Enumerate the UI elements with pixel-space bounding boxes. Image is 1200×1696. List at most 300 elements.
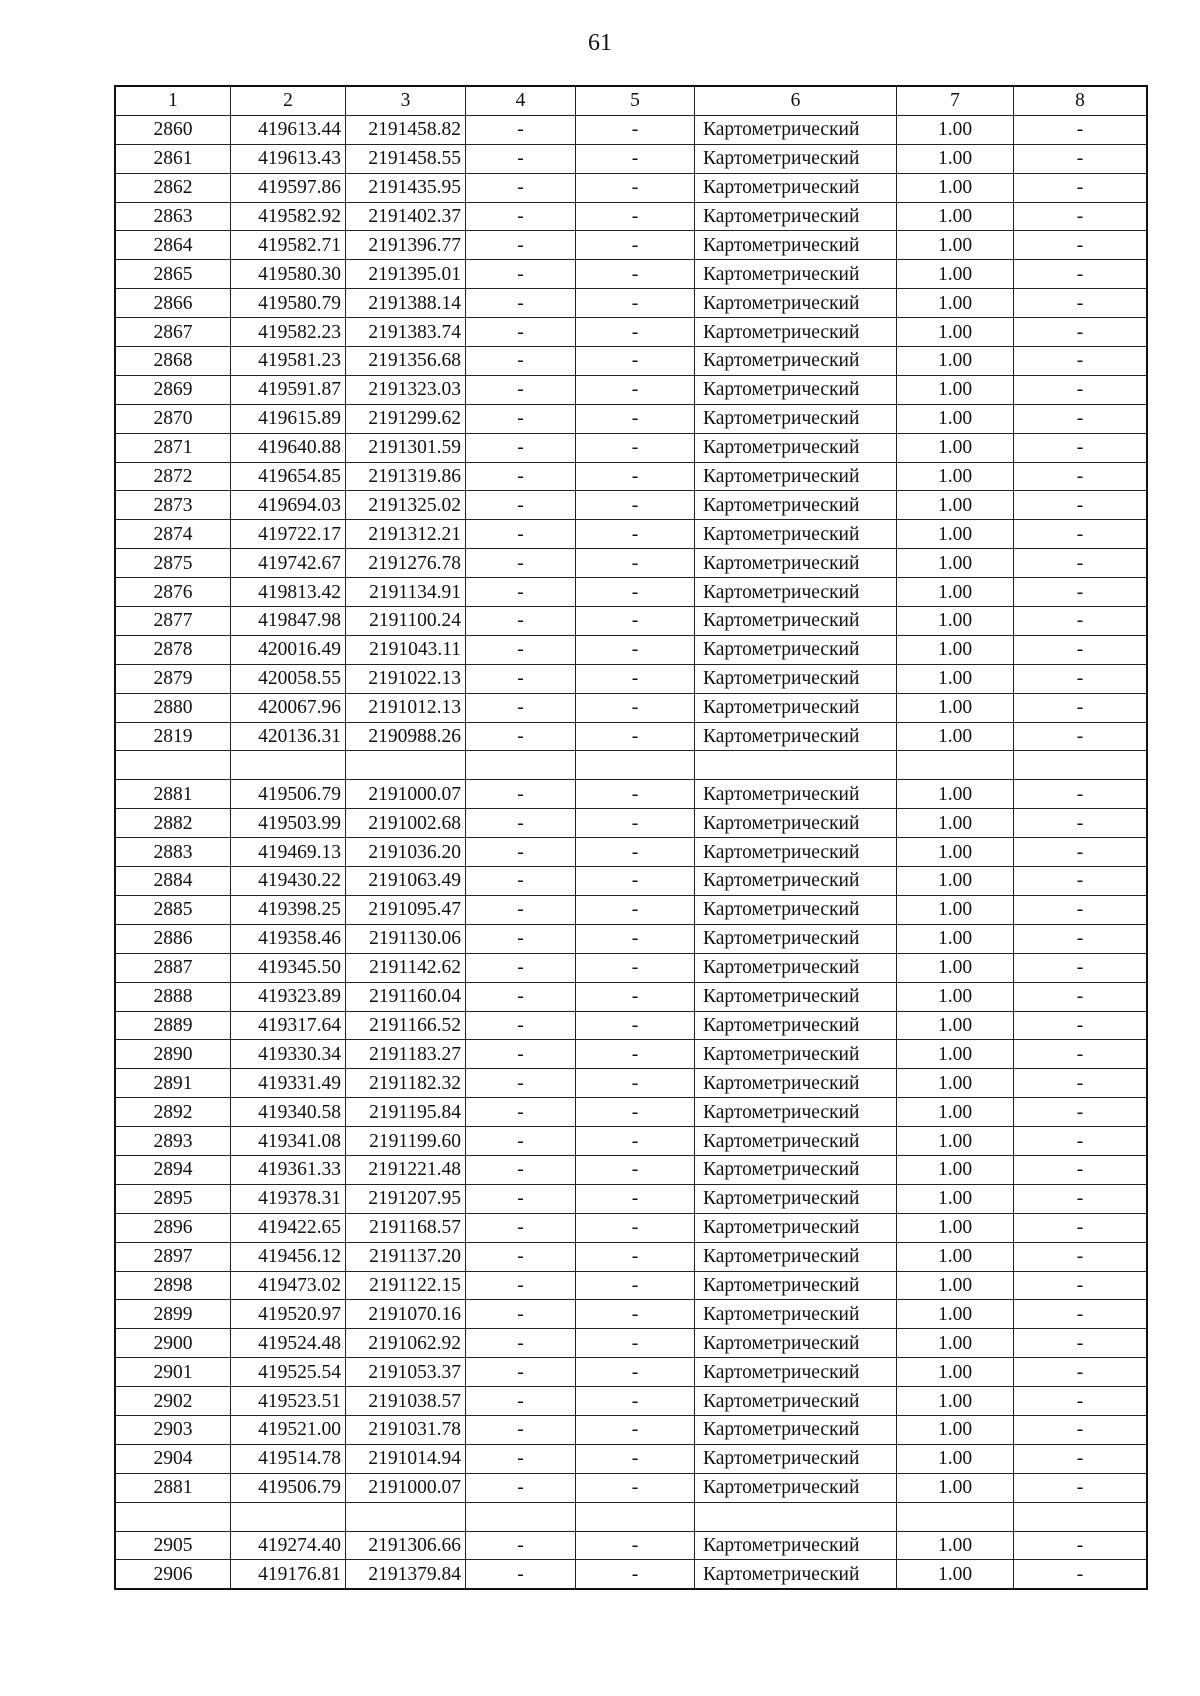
table-row — [115, 1444, 1147, 1473]
table-cell-col-3: 2191142.62 — [346, 953, 466, 982]
table-cell-col-5 — [576, 1502, 695, 1531]
table-cell-col-7: 1.00 — [897, 144, 1014, 173]
table-row — [115, 462, 1147, 491]
table-cell-col-7: 1.00 — [897, 1271, 1014, 1300]
table-cell-col-1: 2865 — [115, 260, 231, 289]
table-cell-col-6: Картометрический — [695, 375, 897, 404]
table-cell-col-8: - — [1014, 404, 1148, 433]
table-cell-col-6: Картометрический — [695, 693, 897, 722]
table-cell-col-3: 2191166.52 — [346, 1011, 466, 1040]
table-cell-col-5: - — [576, 1098, 695, 1127]
table-cell-col-4: - — [466, 693, 576, 722]
table-cell-col-7: 1.00 — [897, 520, 1014, 549]
table-cell-col-4: - — [466, 1098, 576, 1127]
table-cell-col-7: 1.00 — [897, 635, 1014, 664]
table-cell-col-6: Картометрический — [695, 491, 897, 520]
table-cell-col-4: - — [466, 1069, 576, 1098]
table-cell-col-3: 2191301.59 — [346, 433, 466, 462]
table-cell-col-5: - — [576, 1040, 695, 1069]
table-cell-col-4: - — [466, 202, 576, 231]
table-cell-col-2 — [231, 751, 346, 780]
table-row — [115, 433, 1147, 462]
table-cell-col-2: 419317.64 — [231, 1011, 346, 1040]
column-header-1: 1 — [115, 86, 231, 115]
table-cell-col-6: Картометрический — [695, 1329, 897, 1358]
table-cell-col-1: 2904 — [115, 1444, 231, 1473]
table-cell-col-3: 2191383.74 — [346, 318, 466, 347]
table-cell-col-2: 419506.79 — [231, 1473, 346, 1502]
table-cell-col-4: - — [466, 433, 576, 462]
table-cell-col-7: 1.00 — [897, 1040, 1014, 1069]
table-cell-col-1: 2879 — [115, 664, 231, 693]
table-cell-col-3: 2191182.32 — [346, 1069, 466, 1098]
table-cell-col-5: - — [576, 549, 695, 578]
column-header-6: 6 — [695, 86, 897, 115]
table-cell-col-8: - — [1014, 693, 1148, 722]
table-cell-col-3: 2191168.57 — [346, 1213, 466, 1242]
table-row — [115, 809, 1147, 838]
table-cell-col-8: - — [1014, 607, 1148, 636]
table-cell-col-8: - — [1014, 289, 1148, 318]
table-cell-col-1: 2903 — [115, 1415, 231, 1444]
table-cell-col-6: Картометрический — [695, 404, 897, 433]
table-cell-col-6 — [695, 1502, 897, 1531]
table-row — [115, 693, 1147, 722]
table-cell-col-8: - — [1014, 202, 1148, 231]
table-cell-col-4: - — [466, 664, 576, 693]
table-row — [115, 1473, 1147, 1502]
table-cell-col-4: - — [466, 1444, 576, 1473]
table-cell-col-1: 2901 — [115, 1358, 231, 1387]
table-cell-col-6: Картометрический — [695, 462, 897, 491]
table-row — [115, 260, 1147, 289]
table-cell-col-6: Картометрический — [695, 924, 897, 953]
table-cell-col-1: 2900 — [115, 1329, 231, 1358]
table-cell-col-8: - — [1014, 780, 1148, 809]
table-cell-col-8: - — [1014, 1155, 1148, 1184]
table-cell-col-8: - — [1014, 1242, 1148, 1271]
table-cell-col-3: 2191022.13 — [346, 664, 466, 693]
table-cell-col-5: - — [576, 838, 695, 867]
column-header-7: 7 — [897, 86, 1014, 115]
table-cell-col-5: - — [576, 895, 695, 924]
table-cell-col-4: - — [466, 1271, 576, 1300]
table-cell-col-3: 2191043.11 — [346, 635, 466, 664]
table-cell-col-1: 2860 — [115, 115, 231, 144]
table-cell-col-6: Картометрический — [695, 260, 897, 289]
table-cell-col-1 — [115, 751, 231, 780]
table-cell-col-8 — [1014, 1502, 1148, 1531]
table-cell-col-6: Картометрический — [695, 433, 897, 462]
table-cell-col-6: Картометрический — [695, 780, 897, 809]
table-cell-col-7: 1.00 — [897, 1300, 1014, 1329]
table-cell-col-6: Картометрический — [695, 607, 897, 636]
table-cell-col-2: 419582.92 — [231, 202, 346, 231]
table-cell-col-2: 420067.96 — [231, 693, 346, 722]
table-row — [115, 549, 1147, 578]
table-cell-col-3: 2191325.02 — [346, 491, 466, 520]
table-cell-col-4: - — [466, 318, 576, 347]
table-cell-col-5: - — [576, 1444, 695, 1473]
table-row — [115, 635, 1147, 664]
table-row — [115, 231, 1147, 260]
table-cell-col-5: - — [576, 1560, 695, 1589]
table-cell-col-1: 2868 — [115, 347, 231, 376]
table-cell-col-4: - — [466, 953, 576, 982]
table-cell-col-5: - — [576, 1531, 695, 1560]
table-cell-col-6: Картометрический — [695, 809, 897, 838]
table-cell-col-5: - — [576, 924, 695, 953]
table-cell-col-7: 1.00 — [897, 173, 1014, 202]
table-cell-col-7: 1.00 — [897, 1358, 1014, 1387]
table-cell-col-5 — [576, 751, 695, 780]
table-cell-col-2: 419341.08 — [231, 1127, 346, 1156]
table-cell-col-5: - — [576, 607, 695, 636]
page-number: 61 — [588, 30, 612, 56]
table-cell-col-6: Картометрический — [695, 289, 897, 318]
table-cell-col-3: 2191000.07 — [346, 1473, 466, 1502]
table-cell-col-2: 419521.00 — [231, 1415, 346, 1444]
table-cell-col-3: 2191031.78 — [346, 1415, 466, 1444]
column-header-5: 5 — [576, 86, 695, 115]
table-cell-col-2: 419323.89 — [231, 982, 346, 1011]
table-cell-col-4: - — [466, 578, 576, 607]
table-cell-col-4: - — [466, 1127, 576, 1156]
table-cell-col-2: 419591.87 — [231, 375, 346, 404]
table-cell-col-1: 2882 — [115, 809, 231, 838]
table-cell-col-4: - — [466, 375, 576, 404]
table-cell-col-2: 419176.81 — [231, 1560, 346, 1589]
table-cell-col-7: 1.00 — [897, 867, 1014, 896]
table-cell-col-1: 2905 — [115, 1531, 231, 1560]
table-cell-col-4: - — [466, 491, 576, 520]
table-cell-col-4: - — [466, 173, 576, 202]
table-row — [115, 1300, 1147, 1329]
table-cell-col-3: 2191396.77 — [346, 231, 466, 260]
table-cell-col-2: 419331.49 — [231, 1069, 346, 1098]
table-cell-col-6: Картометрический — [695, 1387, 897, 1416]
table-cell-col-4: - — [466, 1213, 576, 1242]
column-header-8: 8 — [1014, 86, 1148, 115]
table-cell-col-4: - — [466, 924, 576, 953]
table-cell-col-6: Картометрический — [695, 722, 897, 751]
table-cell-col-8: - — [1014, 520, 1148, 549]
table-row — [115, 1329, 1147, 1358]
table-cell-col-3: 2191195.84 — [346, 1098, 466, 1127]
table-cell-col-8: - — [1014, 1069, 1148, 1098]
table-cell-col-2: 419520.97 — [231, 1300, 346, 1329]
table-cell-col-3: 2191388.14 — [346, 289, 466, 318]
table-cell-col-5: - — [576, 1300, 695, 1329]
table-row — [115, 1502, 1147, 1531]
table-cell-col-6: Картометрический — [695, 1415, 897, 1444]
table-cell-col-7: 1.00 — [897, 1531, 1014, 1560]
table-cell-col-7: 1.00 — [897, 953, 1014, 982]
table-cell-col-5: - — [576, 1127, 695, 1156]
table-cell-col-1: 2877 — [115, 607, 231, 636]
table-cell-col-8: - — [1014, 1560, 1148, 1589]
table-cell-col-2: 419654.85 — [231, 462, 346, 491]
table-cell-col-6: Картометрический — [695, 144, 897, 173]
table-row — [115, 1155, 1147, 1184]
table-cell-col-7: 1.00 — [897, 491, 1014, 520]
table-cell-col-5: - — [576, 722, 695, 751]
table-cell-col-2: 419813.42 — [231, 578, 346, 607]
table-cell-col-1: 2872 — [115, 462, 231, 491]
table-cell-col-1: 2880 — [115, 693, 231, 722]
table-cell-col-5: - — [576, 1387, 695, 1416]
table-cell-col-4: - — [466, 1242, 576, 1271]
table-cell-col-8: - — [1014, 982, 1148, 1011]
table-cell-col-1: 2891 — [115, 1069, 231, 1098]
table-cell-col-3: 2191379.84 — [346, 1560, 466, 1589]
table-cell-col-3: 2191402.37 — [346, 202, 466, 231]
table-cell-col-3: 2191299.62 — [346, 404, 466, 433]
table-cell-col-8: - — [1014, 867, 1148, 896]
table-row — [115, 751, 1147, 780]
table-cell-col-7: 1.00 — [897, 664, 1014, 693]
table-cell-col-1: 2819 — [115, 722, 231, 751]
table-cell-col-6: Картометрический — [695, 1155, 897, 1184]
table-cell-col-5: - — [576, 375, 695, 404]
table-cell-col-2: 419581.23 — [231, 347, 346, 376]
table-row — [115, 607, 1147, 636]
table-row — [115, 1184, 1147, 1213]
table-cell-col-4 — [466, 751, 576, 780]
table-cell-col-8: - — [1014, 722, 1148, 751]
table-cell-col-8: - — [1014, 173, 1148, 202]
table-cell-col-4: - — [466, 520, 576, 549]
table-cell-col-7: 1.00 — [897, 404, 1014, 433]
table-cell-col-6: Картометрический — [695, 578, 897, 607]
table-cell-col-6: Картометрический — [695, 1011, 897, 1040]
table-cell-col-1: 2876 — [115, 578, 231, 607]
table-cell-col-8: - — [1014, 1387, 1148, 1416]
table-row — [115, 1098, 1147, 1127]
table-cell-col-8: - — [1014, 462, 1148, 491]
table-cell-col-6: Картометрический — [695, 953, 897, 982]
table-cell-col-8: - — [1014, 1184, 1148, 1213]
table-cell-col-5: - — [576, 953, 695, 982]
table-cell-col-6: Картометрический — [695, 1300, 897, 1329]
table-cell-col-8: - — [1014, 144, 1148, 173]
table-cell-col-1: 2889 — [115, 1011, 231, 1040]
table-cell-col-8: - — [1014, 260, 1148, 289]
table-cell-col-1: 2861 — [115, 144, 231, 173]
table-row — [115, 1213, 1147, 1242]
table-cell-col-7: 1.00 — [897, 289, 1014, 318]
table-cell-col-2: 419580.79 — [231, 289, 346, 318]
table-cell-col-6: Картометрический — [695, 549, 897, 578]
table-cell-col-3: 2191095.47 — [346, 895, 466, 924]
table-cell-col-5: - — [576, 635, 695, 664]
table-cell-col-4: - — [466, 289, 576, 318]
table-cell-col-7: 1.00 — [897, 1098, 1014, 1127]
table-cell-col-8: - — [1014, 549, 1148, 578]
table-cell-col-7: 1.00 — [897, 433, 1014, 462]
table-cell-col-4: - — [466, 404, 576, 433]
table-cell-col-6: Картометрический — [695, 115, 897, 144]
table-cell-col-3: 2191435.95 — [346, 173, 466, 202]
table-cell-col-1: 2862 — [115, 173, 231, 202]
table-cell-col-6: Картометрический — [695, 1098, 897, 1127]
table-cell-col-3: 2191395.01 — [346, 260, 466, 289]
table-cell-col-4: - — [466, 1415, 576, 1444]
table-cell-col-4: - — [466, 231, 576, 260]
coordinates-table — [114, 85, 1148, 1590]
table-cell-col-2: 419742.67 — [231, 549, 346, 578]
table-row — [115, 347, 1147, 376]
table-row — [115, 491, 1147, 520]
table-cell-col-1: 2870 — [115, 404, 231, 433]
table-cell-col-3: 2191323.03 — [346, 375, 466, 404]
table-cell-col-7: 1.00 — [897, 895, 1014, 924]
table-cell-col-7 — [897, 1502, 1014, 1531]
table-cell-col-5: - — [576, 664, 695, 693]
table-cell-col-3: 2191319.86 — [346, 462, 466, 491]
table-cell-col-2: 419640.88 — [231, 433, 346, 462]
table-cell-col-7: 1.00 — [897, 1069, 1014, 1098]
table-cell-col-2: 419580.30 — [231, 260, 346, 289]
table-cell-col-6: Картометрический — [695, 520, 897, 549]
table-cell-col-7: 1.00 — [897, 838, 1014, 867]
table-cell-col-1: 2886 — [115, 924, 231, 953]
table-cell-col-6: Картометрический — [695, 318, 897, 347]
table-cell-col-1: 2895 — [115, 1184, 231, 1213]
table-cell-col-1: 2869 — [115, 375, 231, 404]
table-cell-col-1: 2875 — [115, 549, 231, 578]
table-cell-col-1: 2899 — [115, 1300, 231, 1329]
table-cell-col-6: Картометрический — [695, 635, 897, 664]
table-cell-col-4: - — [466, 635, 576, 664]
column-header-2: 2 — [231, 86, 346, 115]
table-cell-col-1: 2863 — [115, 202, 231, 231]
table-cell-col-1: 2884 — [115, 867, 231, 896]
table-cell-col-4: - — [466, 1473, 576, 1502]
table-cell-col-2: 419473.02 — [231, 1271, 346, 1300]
table-cell-col-2: 419525.54 — [231, 1358, 346, 1387]
table-cell-col-2: 419469.13 — [231, 838, 346, 867]
table-cell-col-8: - — [1014, 924, 1148, 953]
table-cell-col-1: 2871 — [115, 433, 231, 462]
table-row — [115, 289, 1147, 318]
table-cell-col-8: - — [1014, 664, 1148, 693]
table-body — [115, 115, 1147, 1589]
table-cell-col-2: 419582.23 — [231, 318, 346, 347]
table-cell-col-4: - — [466, 809, 576, 838]
table-cell-col-7: 1.00 — [897, 115, 1014, 144]
table-cell-col-5: - — [576, 1213, 695, 1242]
table-row — [115, 838, 1147, 867]
table-row — [115, 1531, 1147, 1560]
table-cell-col-2: 419330.34 — [231, 1040, 346, 1069]
table-row — [115, 924, 1147, 953]
table-cell-col-7: 1.00 — [897, 982, 1014, 1011]
table-row — [115, 1387, 1147, 1416]
table-cell-col-2: 419398.25 — [231, 895, 346, 924]
table-cell-col-4: - — [466, 549, 576, 578]
table-row — [115, 115, 1147, 144]
table-cell-col-6: Картометрический — [695, 838, 897, 867]
table-cell-col-2: 419523.51 — [231, 1387, 346, 1416]
table-cell-col-4: - — [466, 1011, 576, 1040]
table-cell-col-6: Картометрический — [695, 1127, 897, 1156]
table-cell-col-3: 2191130.06 — [346, 924, 466, 953]
table-cell-col-6: Картометрический — [695, 1271, 897, 1300]
table-cell-col-7: 1.00 — [897, 549, 1014, 578]
table-cell-col-5: - — [576, 809, 695, 838]
table-cell-col-3: 2191036.20 — [346, 838, 466, 867]
table-cell-col-2: 419613.44 — [231, 115, 346, 144]
table-cell-col-5: - — [576, 347, 695, 376]
table-cell-col-8: - — [1014, 838, 1148, 867]
table-cell-col-1: 2873 — [115, 491, 231, 520]
table-cell-col-4: - — [466, 1155, 576, 1184]
table-cell-col-2: 419430.22 — [231, 867, 346, 896]
table-cell-col-6: Картометрический — [695, 895, 897, 924]
table-cell-col-1: 2898 — [115, 1271, 231, 1300]
table-cell-col-6 — [695, 751, 897, 780]
table-cell-col-8: - — [1014, 1444, 1148, 1473]
table-cell-col-1: 2896 — [115, 1213, 231, 1242]
table-cell-col-3: 2191122.15 — [346, 1271, 466, 1300]
table-cell-col-8: - — [1014, 115, 1148, 144]
table-cell-col-7: 1.00 — [897, 693, 1014, 722]
table-cell-col-8: - — [1014, 635, 1148, 664]
table-cell-col-3: 2191014.94 — [346, 1444, 466, 1473]
table-cell-col-8: - — [1014, 375, 1148, 404]
table-cell-col-4: - — [466, 1560, 576, 1589]
table-cell-col-6: Картометрический — [695, 347, 897, 376]
table-cell-col-4: - — [466, 1531, 576, 1560]
table-cell-col-7: 1.00 — [897, 260, 1014, 289]
table-cell-col-3: 2191063.49 — [346, 867, 466, 896]
table-cell-col-8: - — [1014, 1329, 1148, 1358]
table-cell-col-2: 419722.17 — [231, 520, 346, 549]
table-cell-col-3: 2191276.78 — [346, 549, 466, 578]
table-cell-col-6: Картометрический — [695, 1531, 897, 1560]
table-row — [115, 1415, 1147, 1444]
table-cell-col-4: - — [466, 780, 576, 809]
table-cell-col-6: Картометрический — [695, 1040, 897, 1069]
table-cell-col-3: 2191012.13 — [346, 693, 466, 722]
table-cell-col-2: 419345.50 — [231, 953, 346, 982]
table-cell-col-1: 2881 — [115, 780, 231, 809]
table-cell-col-7: 1.00 — [897, 1155, 1014, 1184]
table-cell-col-5: - — [576, 1242, 695, 1271]
table-row — [115, 404, 1147, 433]
table-cell-col-3: 2191070.16 — [346, 1300, 466, 1329]
table-cell-col-2: 419456.12 — [231, 1242, 346, 1271]
table-cell-col-6: Картометрический — [695, 1242, 897, 1271]
table-cell-col-6: Картометрический — [695, 1560, 897, 1589]
table-cell-col-8: - — [1014, 1415, 1148, 1444]
table-cell-col-8: - — [1014, 1473, 1148, 1502]
table-cell-col-7: 1.00 — [897, 375, 1014, 404]
table-cell-col-7: 1.00 — [897, 1213, 1014, 1242]
table-cell-col-7: 1.00 — [897, 1387, 1014, 1416]
table-cell-col-6: Картометрический — [695, 664, 897, 693]
table-cell-col-3: 2191062.92 — [346, 1329, 466, 1358]
table-cell-col-5: - — [576, 578, 695, 607]
table-row — [115, 780, 1147, 809]
table-cell-col-3: 2191000.07 — [346, 780, 466, 809]
table-cell-col-4: - — [466, 982, 576, 1011]
table-cell-col-5: - — [576, 1473, 695, 1502]
table-cell-col-5: - — [576, 231, 695, 260]
table-cell-col-1: 2878 — [115, 635, 231, 664]
column-header-4: 4 — [466, 86, 576, 115]
